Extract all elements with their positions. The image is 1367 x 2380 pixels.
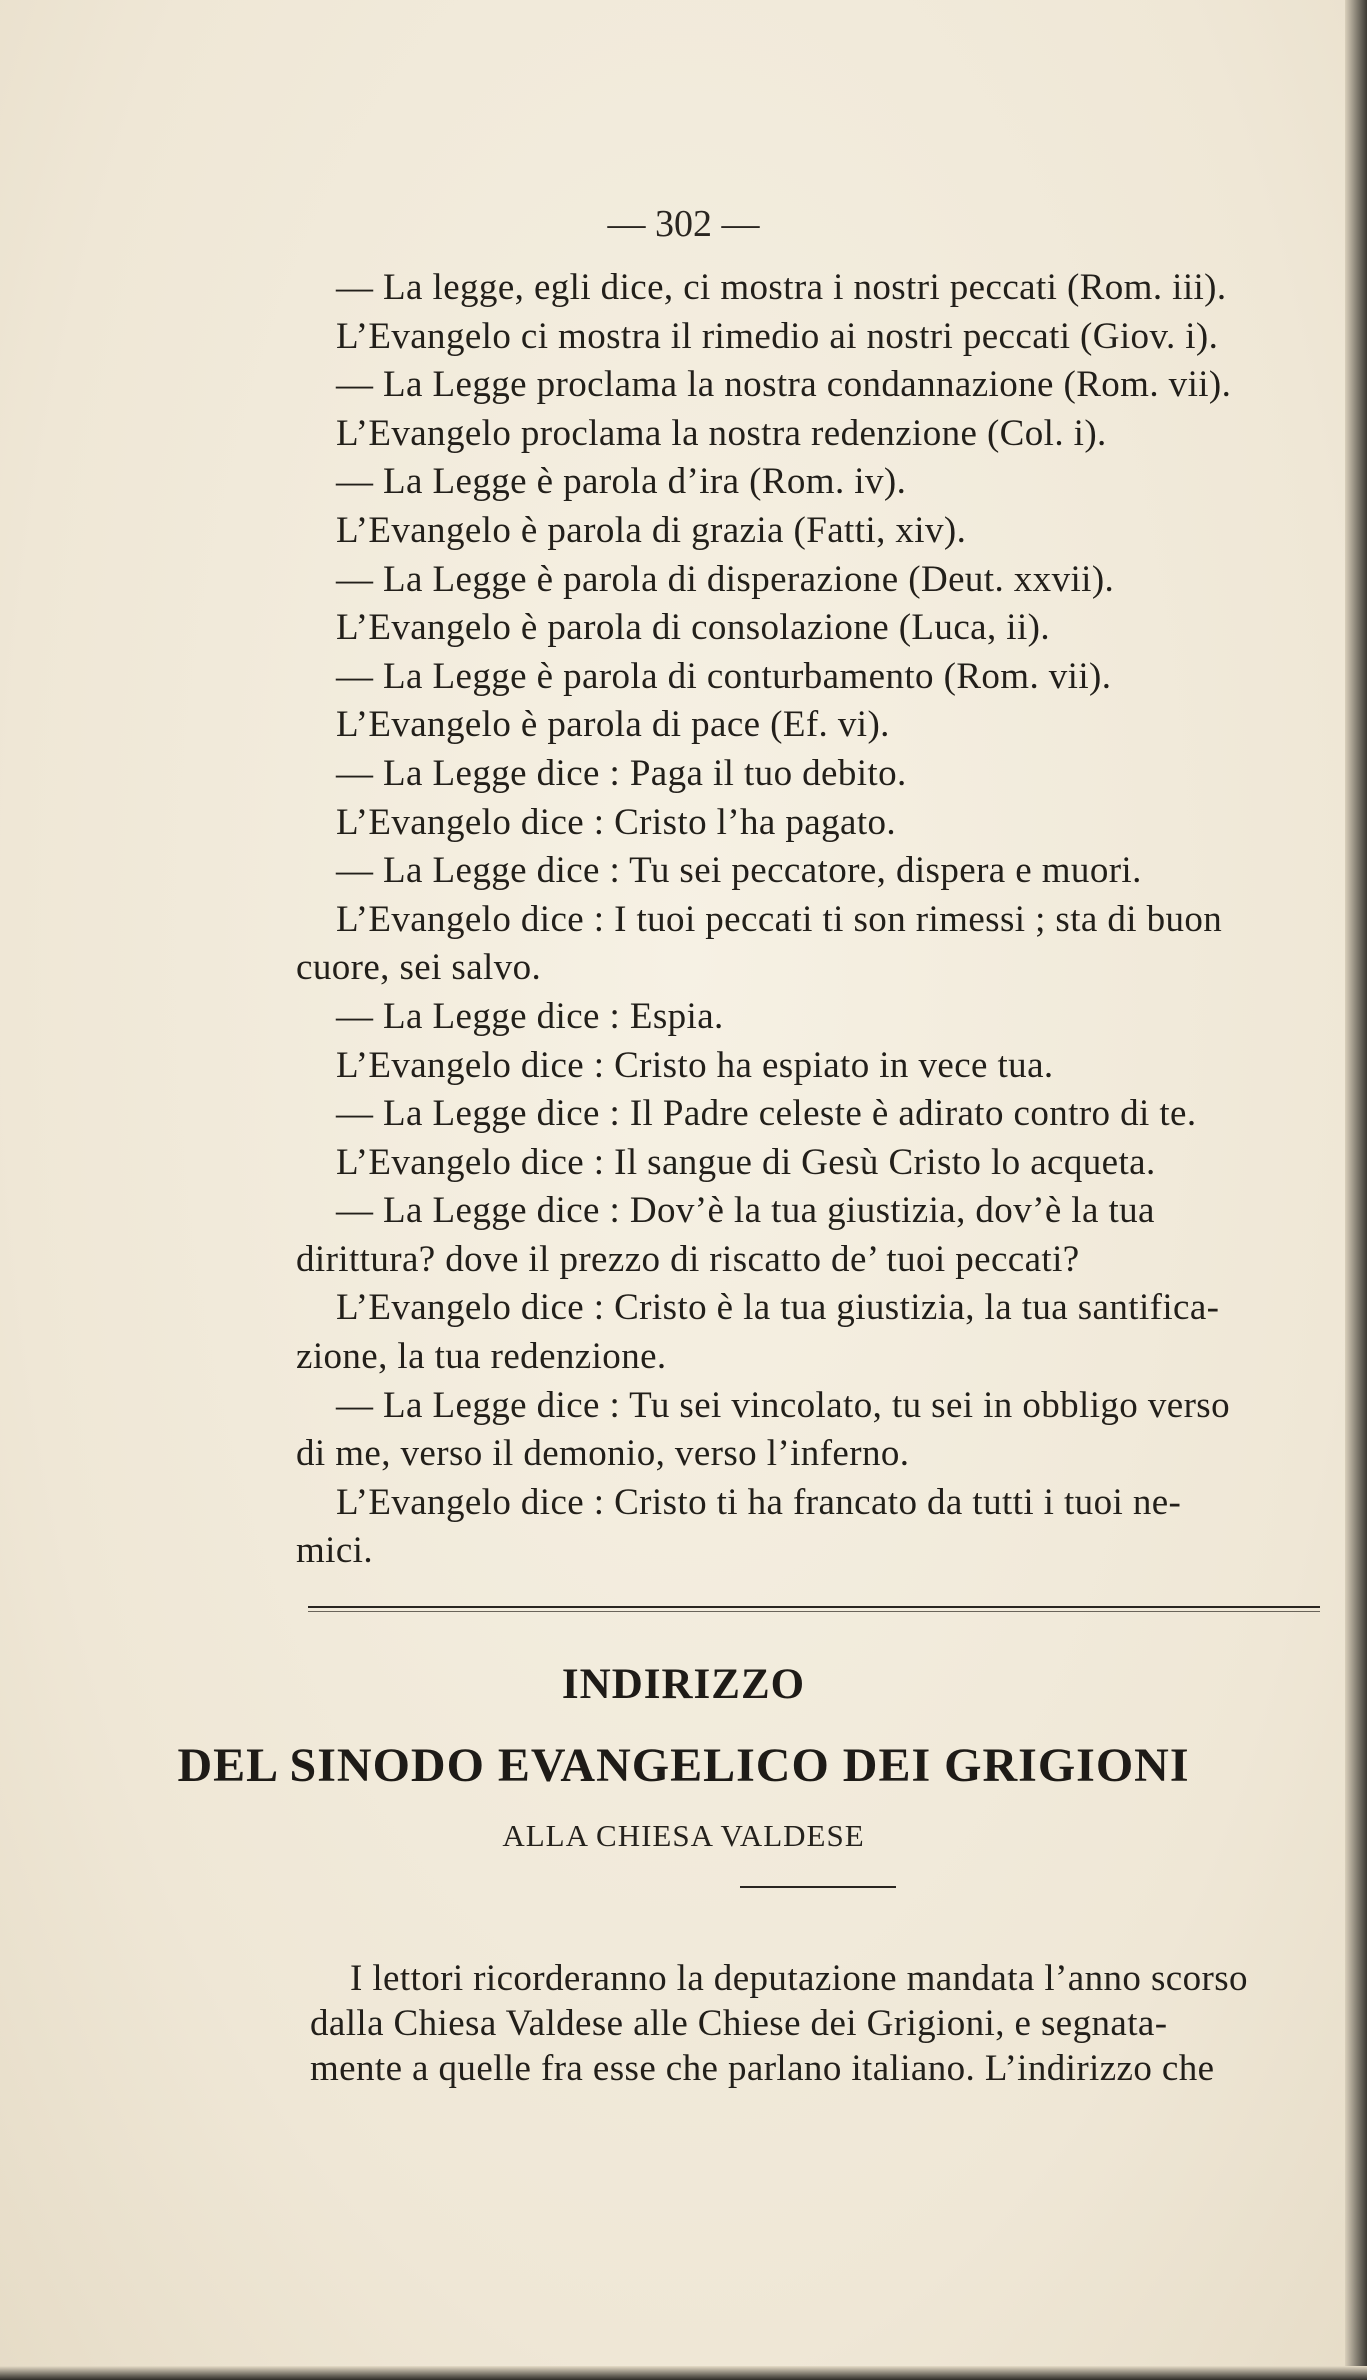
text-line: — La Legge dice : Tu sei peccatore, dispera e muori. bbox=[336, 850, 1142, 892]
text-line: I lettori ricorderanno la deputazione mandata l’anno scorso bbox=[350, 1958, 1248, 1999]
text-line: L’Evangelo dice : Il sangue di Gesù Cristo lo acqueta. bbox=[336, 1141, 1156, 1183]
text-line: cuore, sei salvo. bbox=[296, 947, 542, 989]
text-line: — La Legge dice : Dov’è la tua giustizia, dov’è la tua bbox=[336, 1190, 1155, 1232]
text-line: dirittura? dove il prezzo di riscatto de’ tuoi peccati? bbox=[296, 1238, 1080, 1280]
text-line: mici. bbox=[296, 1530, 374, 1572]
text-line: L’Evangelo dice : Cristo ti ha francato da tutti i tuoi ne- bbox=[336, 1481, 1182, 1523]
text-line: L’Evangelo è parola di consolazione (Luca, ii). bbox=[336, 607, 1050, 649]
text-line: — La Legge dice : Tu sei vincolato, tu sei in obbligo verso bbox=[336, 1384, 1231, 1426]
page-edge-bottom bbox=[0, 2366, 1367, 2380]
text-line: — La Legge dice : Paga il tuo debito. bbox=[336, 752, 907, 794]
text-line: — La Legge dice : Il Padre celeste è adirato contro di te. bbox=[336, 1093, 1197, 1135]
text-line: dalla Chiesa Valdese alle Chiese dei Grigioni, e segnata- bbox=[310, 2003, 1168, 2044]
title-rule bbox=[740, 1886, 896, 1888]
section-divider-thin bbox=[308, 1611, 1320, 1612]
text-line: L’Evangelo dice : Cristo l’ha pagato. bbox=[336, 801, 897, 843]
article-subtitle: DEL SINODO EVANGELICO DEI GRIGIONI bbox=[177, 1739, 1190, 1792]
text-line: L’Evangelo è parola di pace (Ef. vi). bbox=[336, 704, 890, 746]
text-line: L’Evangelo dice : Cristo ha espiato in vece tua. bbox=[336, 1044, 1054, 1086]
text-line: mente a quelle fra esse che parlano italiano. L’indirizzo che bbox=[310, 2048, 1215, 2089]
text-line: — La legge, egli dice, ci mostra i nostri peccati (Rom. iii). bbox=[336, 267, 1227, 308]
text-line: — La Legge è parola d’ira (Rom. iv). bbox=[336, 461, 907, 503]
text-line: di me, verso il demonio, verso l’inferno. bbox=[296, 1433, 910, 1475]
text-line: — La Legge è parola di conturbamento (Rom. vii). bbox=[336, 655, 1112, 697]
text-line: — La Legge proclama la nostra condannazione (Rom. vii). bbox=[336, 364, 1232, 406]
text-line: L’Evangelo dice : Cristo è la tua giustizia, la tua santifica- bbox=[336, 1287, 1220, 1329]
page-edge bbox=[1345, 0, 1367, 2380]
law-gospel-dialogue bbox=[296, 264, 1336, 1576]
text-line: L’Evangelo dice : I tuoi peccati ti son rimessi ; sta di buon bbox=[336, 898, 1223, 940]
text-line: zione, la tua redenzione. bbox=[296, 1336, 667, 1378]
page-number: — 302 — bbox=[607, 203, 760, 245]
article-intro bbox=[310, 1956, 1340, 2091]
section-divider bbox=[308, 1606, 1320, 1608]
text-line: L’Evangelo ci mostra il rimedio ai nostri peccati (Giov. i). bbox=[336, 315, 1219, 357]
article-title: INDIRIZZO bbox=[561, 1661, 806, 1708]
text-line: — La Legge dice : Espia. bbox=[336, 995, 724, 1037]
text-line: — La Legge è parola di disperazione (Deut. xxvii). bbox=[336, 558, 1115, 600]
text-line: L’Evangelo è parola di grazia (Fatti, xiv). bbox=[336, 509, 967, 551]
article-recipient: ALLA CHIESA VALDESE bbox=[502, 1818, 865, 1853]
text-line: L’Evangelo proclama la nostra redenzione (Col. i). bbox=[336, 412, 1107, 454]
